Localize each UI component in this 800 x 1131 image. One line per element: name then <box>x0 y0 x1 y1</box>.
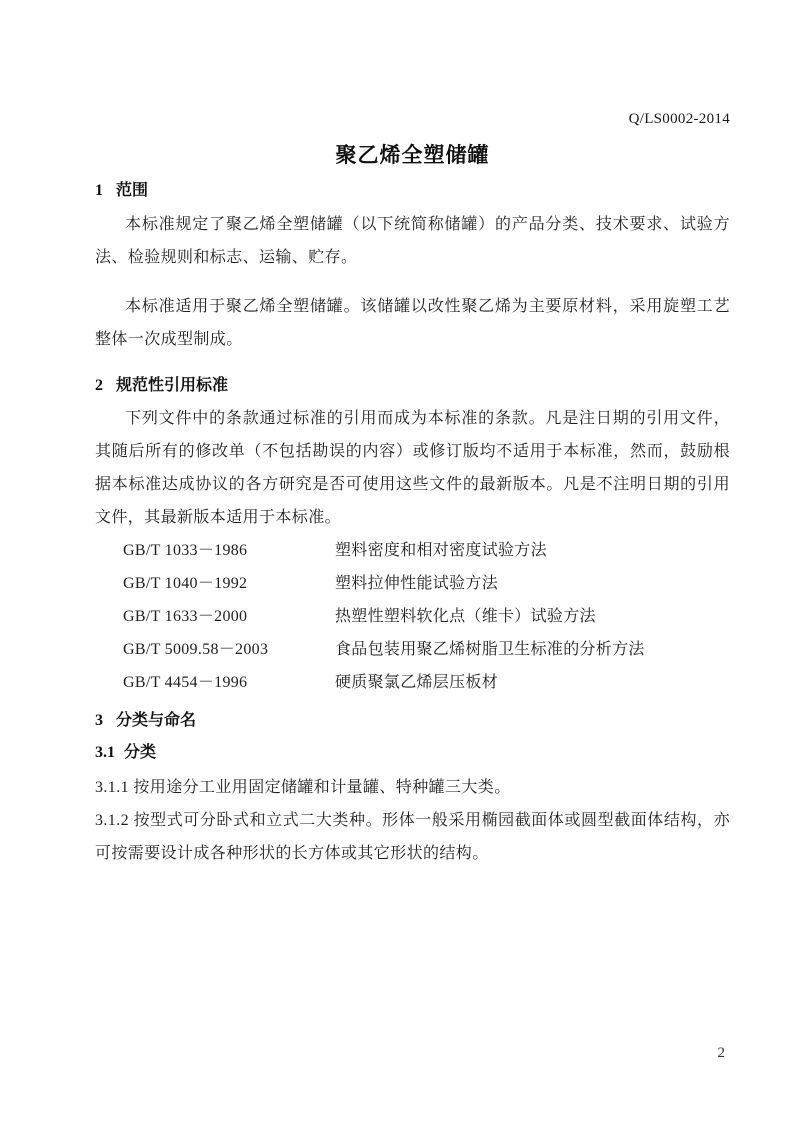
section-1-heading-text: 范围 <box>116 182 149 199</box>
clause-3-1-1: 3.1.1 按用途分工业用固定储罐和计量罐、特种罐三大类。 <box>95 779 511 796</box>
reference-code: GB/T 1040－1992 <box>123 575 248 592</box>
reference-list <box>95 534 730 699</box>
doc-number: Q/LS0002-2014 <box>628 111 730 127</box>
reference-title: 食品包装用聚乙烯树脂卫生标准的分析方法 <box>335 641 645 658</box>
reference-row <box>95 567 730 600</box>
section-3-number: 3 <box>95 712 103 729</box>
reference-code: GB/T 4454－1996 <box>123 674 248 691</box>
reference-code: GB/T 1633－2000 <box>123 608 248 625</box>
document-content <box>95 0 730 886</box>
reference-title: 塑料密度和相对密度试验方法 <box>335 542 547 559</box>
document-title: 聚乙烯全塑储罐 <box>335 144 490 167</box>
section-2-paragraph: 下列文件中的条款通过标准的引用而成为本标准的条款。凡是注日期的引用文件，其随后所有的修改单（不包括勘误的内容）或修订版均不适用于本标准，然而，鼓励根据本标准达成协议的各方研究是否可使用这些文件的最新版本。凡是不注明日期的引用文件，其最新版本适用于本标准。 <box>95 410 730 526</box>
section-3-1-heading-text: 分类 <box>124 744 157 761</box>
section-2-heading-text: 规范性引用标准 <box>116 377 229 394</box>
section-3-heading <box>95 707 730 735</box>
reference-title: 塑料拉伸性能试验方法 <box>335 575 499 592</box>
reference-title: 热塑性塑料软化点（维卡）试验方法 <box>335 608 596 625</box>
section-2-number: 2 <box>95 377 103 394</box>
reference-row <box>95 534 730 567</box>
section-2-heading <box>95 372 730 400</box>
section-3-1-heading <box>95 739 730 767</box>
reference-row <box>95 600 730 633</box>
section-3-1-number: 3.1 <box>95 744 115 761</box>
section-1-paragraph-2: 本标准适用于聚乙烯全塑储罐。该储罐以改性聚乙烯为主要原材料，采用旋塑工艺整体一次成型制成。 <box>95 298 730 348</box>
reference-code: GB/T 5009.58－2003 <box>123 641 269 658</box>
page-number: 2 <box>717 1045 725 1061</box>
clause-3-1-2: 3.1.2 按型式可分卧式和立式二大类种。形体一般采用椭园截面体或圆型截面体结构，亦可按需要设计成各种形状的长方体或其它形状的结构。 <box>95 812 730 862</box>
section-1-heading <box>95 177 730 205</box>
section-1-number: 1 <box>95 182 103 199</box>
reference-title: 硬质聚氯乙烯层压板材 <box>335 674 499 691</box>
section-1-paragraph-1: 本标准规定了聚乙烯全塑储罐（以下统简称储罐）的产品分类、技术要求、试验方法、检验规则和标志、运输、贮存。 <box>95 216 730 266</box>
reference-code: GB/T 1033－1986 <box>123 542 248 559</box>
section-3-heading-text: 分类与命名 <box>116 712 197 729</box>
reference-row <box>95 666 730 699</box>
reference-row <box>95 633 730 666</box>
